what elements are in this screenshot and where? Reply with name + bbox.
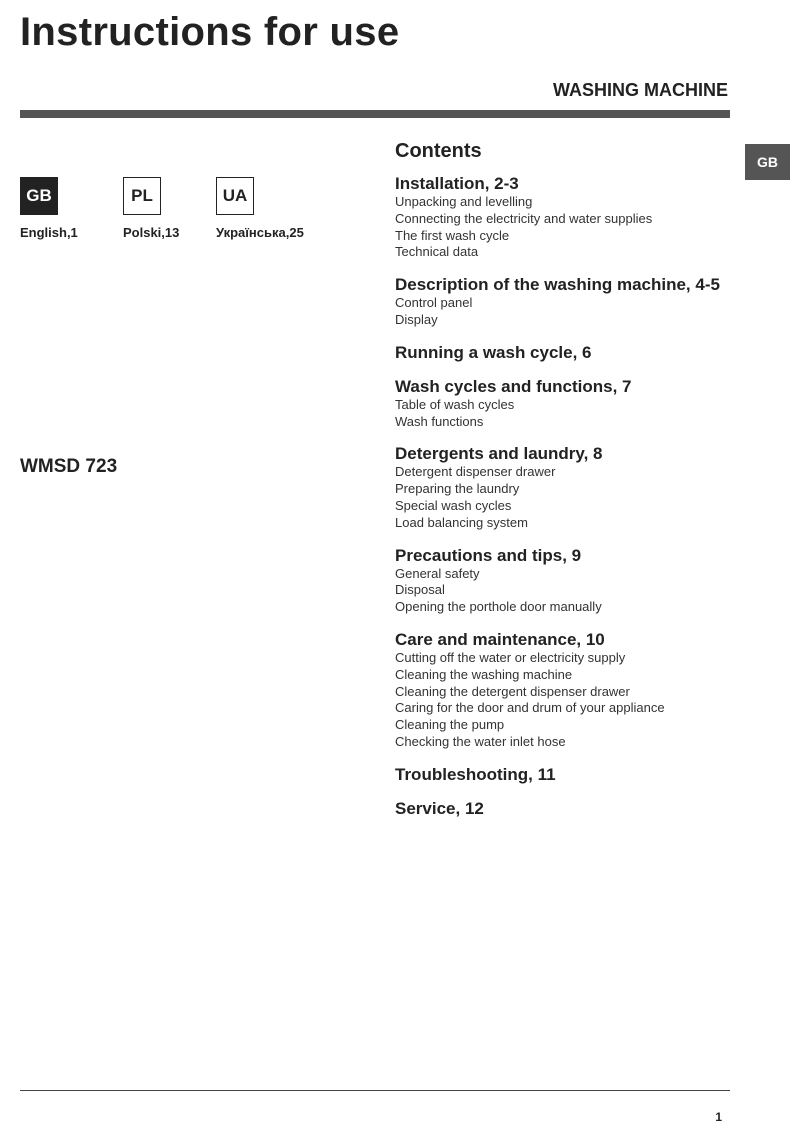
toc-subitem[interactable]: Cleaning the pump	[395, 717, 505, 733]
language-code-box: PL	[123, 177, 161, 215]
page-title: Instructions for use	[20, 10, 400, 54]
table-of-contents	[395, 140, 735, 832]
toc-subitem[interactable]: Wash functions	[395, 413, 484, 429]
toc-subitem[interactable]: Caring for the door and drum of your appliance	[395, 700, 665, 716]
language-label: Polski,13	[123, 225, 180, 240]
language-code-box: GB	[20, 177, 58, 215]
toc-section-title[interactable]: Running a wash cycle, 6	[395, 342, 592, 362]
language-label: English,1	[20, 225, 78, 240]
language-pl[interactable]	[123, 177, 179, 240]
toc-subitem[interactable]: Cleaning the detergent dispenser drawer	[395, 683, 630, 699]
toc-section	[395, 173, 735, 261]
header-rule	[20, 110, 730, 118]
toc-subitem[interactable]: Unpacking and levelling	[395, 194, 533, 209]
toc-section	[395, 798, 735, 819]
toc-subitem[interactable]: Cutting off the water or electricity supply	[395, 649, 626, 665]
toc-section	[395, 629, 735, 751]
toc-section-title[interactable]: Troubleshooting, 11	[395, 764, 556, 784]
toc-subitem[interactable]: General safety	[395, 565, 480, 581]
page-number: 1	[715, 1110, 722, 1124]
toc-subitem[interactable]: Connecting the electricity and water supplies	[395, 210, 653, 226]
toc-section-title[interactable]: Detergents and laundry, 8	[395, 444, 603, 464]
toc-section	[395, 443, 735, 531]
toc-section-title[interactable]: Installation, 2-3	[395, 174, 519, 193]
toc-subitem[interactable]: Checking the water inlet hose	[395, 733, 566, 749]
toc-section-title[interactable]: Wash cycles and functions, 7	[395, 376, 632, 396]
toc-subitem[interactable]: Special wash cycles	[395, 497, 512, 513]
toc-section	[395, 545, 735, 616]
toc-section	[395, 376, 735, 431]
toc-subitem[interactable]: The first wash cycle	[395, 227, 510, 243]
model-name: WMSD 723	[20, 456, 118, 477]
footer-rule	[20, 1090, 730, 1091]
toc-section	[395, 274, 735, 329]
toc-subitem[interactable]: Control panel	[395, 295, 473, 311]
toc-section-title[interactable]: Precautions and tips, 9	[395, 545, 582, 565]
toc-subitem[interactable]: Technical data	[395, 244, 479, 260]
toc-subitem[interactable]: Load balancing system	[395, 514, 528, 530]
toc-section	[395, 764, 735, 785]
toc-subitem[interactable]: Table of wash cycles	[395, 396, 515, 412]
toc-section-title[interactable]: Care and maintenance, 10	[395, 629, 605, 649]
language-label: Українська,25	[216, 225, 304, 240]
toc-subitem[interactable]: Cleaning the washing machine	[395, 666, 573, 682]
toc-subitem[interactable]: Preparing the laundry	[395, 481, 520, 497]
language-ua[interactable]	[216, 177, 304, 240]
toc-section-title[interactable]: Description of the washing machine, 4-5	[395, 275, 720, 295]
contents-heading: Contents	[395, 140, 482, 162]
toc-subitem[interactable]: Disposal	[395, 582, 445, 598]
toc-subitem[interactable]: Detergent dispenser drawer	[395, 464, 556, 480]
language-side-tab: GB	[745, 144, 790, 180]
toc-subitem[interactable]: Display	[395, 311, 438, 327]
toc-section	[395, 342, 735, 363]
toc-section-title[interactable]: Service, 12	[395, 798, 484, 818]
toc-subitem[interactable]: Opening the porthole door manually	[395, 599, 602, 615]
product-type-subtitle: WASHING MACHINE	[553, 80, 728, 100]
language-code-box: UA	[216, 177, 254, 215]
language-gb[interactable]	[20, 177, 78, 240]
